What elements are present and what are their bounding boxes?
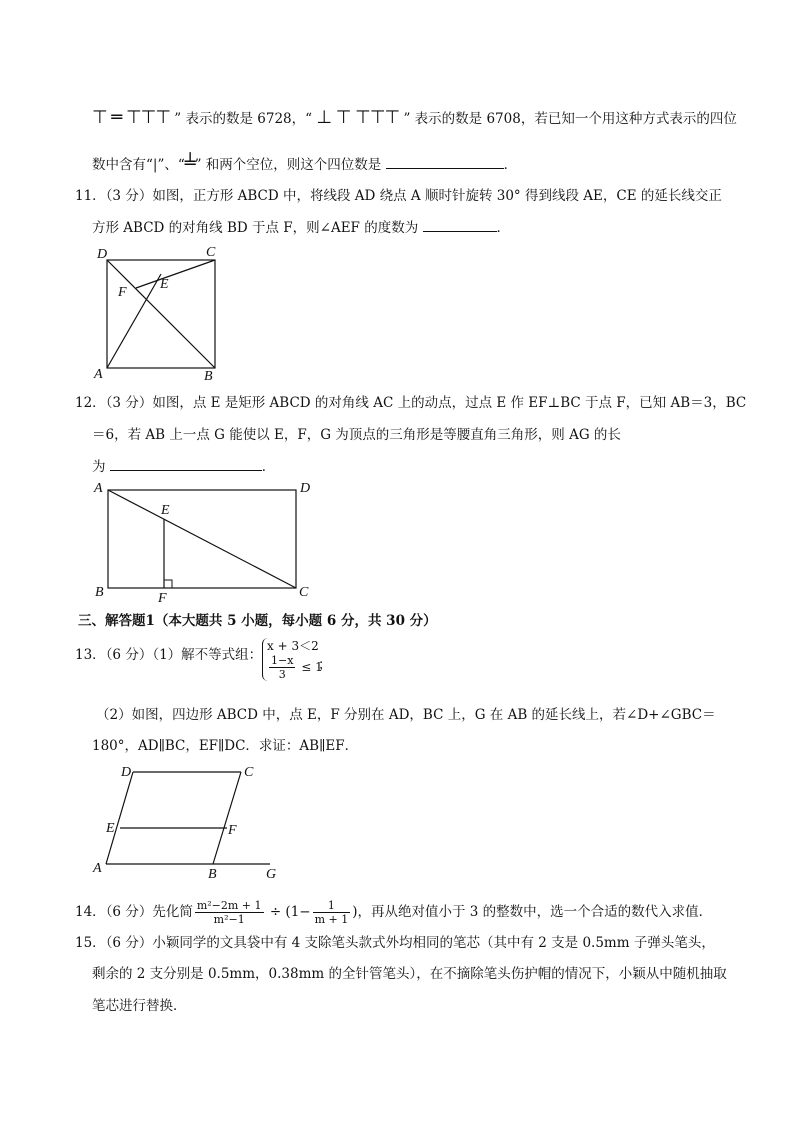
right-angle-mark bbox=[164, 580, 172, 588]
fragment-line-1 bbox=[92, 108, 737, 129]
label-a: A bbox=[93, 861, 102, 876]
q12-text-1: （3 分）如图，点 E 是矩形 ABCD 的对角线 AC 上的动点，过点 E 作 EF⊥BC 于点 F，已知 AB＝3，BC bbox=[105, 395, 747, 411]
q12-rectangle-figure bbox=[90, 476, 320, 604]
fragment-text-3: 数中含有“|”、“ bbox=[92, 157, 185, 173]
q11-line-1 bbox=[75, 186, 722, 206]
fragment-text-2: ” 表示的数是 6708，若已知一个用这种方式表示的四位 bbox=[403, 111, 737, 127]
label-d: D bbox=[121, 765, 132, 780]
label-e: E bbox=[161, 503, 170, 518]
answer-blank[interactable] bbox=[386, 154, 504, 169]
fraction-inner: $\frac{1}{m + 1}$ bbox=[314, 899, 349, 926]
label-c: C bbox=[299, 585, 309, 600]
q13-semicolon: ； bbox=[318, 657, 332, 673]
question-number: 14． bbox=[75, 904, 106, 920]
question-number: 11． bbox=[75, 188, 106, 204]
label-c: C bbox=[206, 245, 216, 260]
label-a: A bbox=[94, 481, 103, 496]
q11-text-2: 方形 ABCD 的对角线 BD 于点 F，则∠AEF 的度数为 bbox=[92, 220, 419, 236]
q11-square-figure bbox=[90, 244, 230, 384]
inequality-1: x + 3＜2 bbox=[267, 639, 319, 653]
label-e: E bbox=[106, 821, 115, 836]
q13-quadrilateral-figure bbox=[88, 760, 288, 880]
label-g: G bbox=[266, 867, 277, 880]
q13-part1-text: （6 分）（1）解不等式组： bbox=[105, 647, 263, 663]
q12-line-2 bbox=[92, 425, 621, 445]
question-number: 15． bbox=[75, 935, 106, 951]
section-heading: 三、解答题1（本大题共 5 小题，每小题 6 分，共 30 分） bbox=[78, 613, 437, 629]
segment-ae bbox=[107, 274, 161, 368]
q13-part2-line-2: 180°，AD∥BC，EF∥DC．求证：AB∥EF． bbox=[92, 738, 359, 754]
rod-numeral-6708: ⊥ ⊤ ⊤⊤⊤ bbox=[316, 107, 400, 128]
fraction-main: $\frac{\text{m²−2m + 1}}{\text{m²−1}}$ bbox=[196, 899, 262, 926]
label-a: A bbox=[94, 367, 103, 382]
rod-numeral-symbol: ╧ bbox=[184, 153, 195, 174]
label-b: B bbox=[204, 369, 213, 384]
question-number: 13． bbox=[75, 647, 106, 663]
rod-numeral-6728: ⊤ ═ ⊤⊤⊤ bbox=[92, 107, 170, 128]
inequality-system bbox=[262, 638, 323, 681]
q14-suffix: )，再从绝对值小于 3 的整数中，选一个合适的数代入求值． bbox=[352, 904, 713, 920]
answer-blank[interactable] bbox=[110, 456, 262, 471]
q15-text-1: （6 分）小颖同学的文具袋中有 4 支除笔头款式外均相同的笔芯（其中有 2 支是 0.5mm 子弹头笔头， bbox=[105, 935, 715, 951]
fragment-text-1: ” 表示的数是 6728，“ bbox=[174, 111, 313, 127]
q12-line-1 bbox=[75, 393, 746, 413]
label-d: D bbox=[97, 247, 108, 262]
label-e: E bbox=[160, 277, 169, 292]
segment-da bbox=[106, 772, 133, 864]
label-f: F bbox=[228, 823, 237, 838]
fraction: $\frac{1-x}{3}$ bbox=[271, 654, 294, 681]
answer-blank[interactable] bbox=[423, 217, 497, 232]
q15-line-3: 笔芯进行替换． bbox=[92, 998, 187, 1014]
segment-cf bbox=[136, 260, 215, 288]
label-b: B bbox=[208, 867, 217, 880]
q15-line-1 bbox=[75, 933, 715, 953]
q14-division: ÷ (1− bbox=[265, 904, 311, 920]
q11-line-2: 方形 ABCD 的对角线 BD 于点 F，则∠AEF 的度数为 ． bbox=[92, 217, 510, 238]
q12-text-2: ＝6，若 AB 上一点 G 能使以 E，F，G 为顶点的三角形是等腰直角三角形，则 AG 的长 bbox=[92, 427, 621, 443]
q13-part2-line-1: （2）如图，四边形 ABCD 中，点 E，F 分别在 AD，BC 上，G 在 AB 的延长线上，若∠D+∠GBC＝ bbox=[96, 707, 716, 723]
diagonal-ac bbox=[108, 490, 296, 588]
fragment-text-4: ” 和两个空位，则这个四位数是 bbox=[194, 157, 382, 173]
q13-line-1 bbox=[75, 645, 262, 665]
q15-line-2: 剩余的 2 支分别是 0.5mm，0.38mm 的全针管笔头），在不摘除笔头伤护帽的情况下，小颖从中随机抽取 bbox=[92, 966, 727, 982]
q12-line-3: 为 ． bbox=[92, 456, 275, 477]
q14-prefix: （6 分）先化简 bbox=[105, 904, 193, 920]
label-f: F bbox=[158, 591, 167, 604]
label-c: C bbox=[244, 765, 254, 780]
label-b: B bbox=[95, 585, 104, 600]
segment-cb bbox=[213, 772, 241, 864]
q14-line bbox=[75, 899, 712, 926]
q11-text-1: （3 分）如图，正方形 ABCD 中，将线段 AD 绕点 A 顺时针旋转 30° 得到线段 AE，CE 的延长线交正 bbox=[105, 188, 722, 204]
label-d: D bbox=[300, 481, 311, 496]
q12-text-3: 为 bbox=[92, 459, 106, 475]
inequality-2: $\frac{1-x}{3}$ ≤ 1 bbox=[271, 654, 323, 681]
question-number: 12． bbox=[75, 395, 106, 411]
label-f: F bbox=[118, 285, 127, 300]
fragment-line-2: 数中含有“|”、“╧” 和两个空位，则这个四位数是 ． bbox=[92, 153, 518, 174]
